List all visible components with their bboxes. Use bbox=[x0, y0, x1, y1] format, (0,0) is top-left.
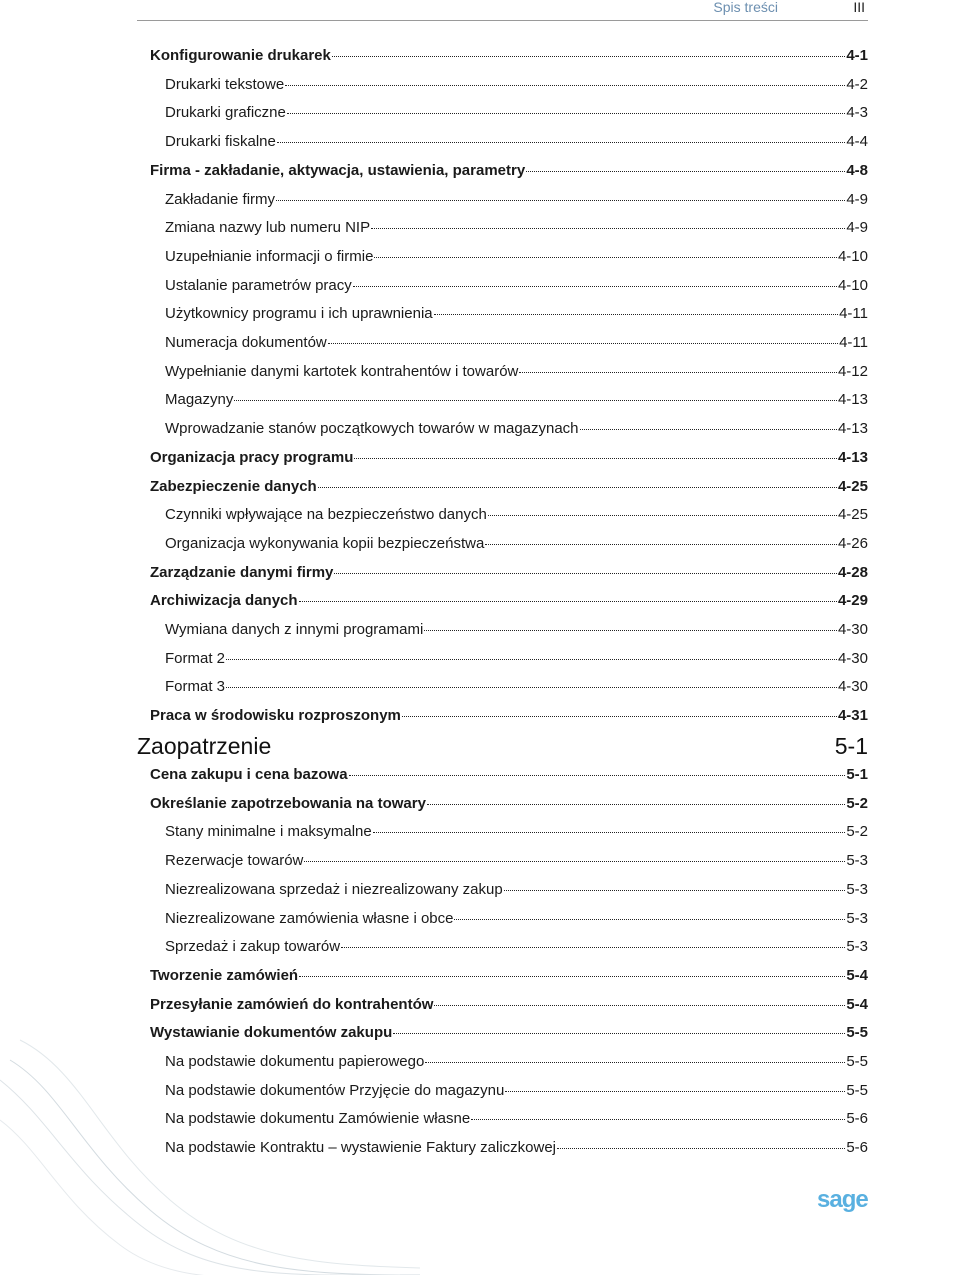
toc-dot-leader bbox=[519, 371, 837, 373]
toc-entry-page: 5-5 bbox=[846, 1081, 868, 1099]
toc-entry-label: Drukarki tekstowe bbox=[165, 75, 285, 93]
toc-dot-leader bbox=[371, 227, 845, 229]
toc-entry-page: 4-25 bbox=[837, 477, 868, 495]
chapter-title: Zaopatrzenie bbox=[137, 733, 272, 759]
toc-entry-label: Przesyłanie zamówień do kontrahentów bbox=[150, 995, 434, 1013]
toc-dot-leader bbox=[354, 457, 837, 459]
toc-entry-page: 5-3 bbox=[846, 909, 868, 927]
toc-dot-leader bbox=[580, 428, 837, 430]
toc-entry-subsection[interactable] bbox=[165, 102, 868, 124]
toc-dot-leader bbox=[285, 84, 845, 86]
toc-entry-subsection[interactable] bbox=[165, 879, 868, 901]
toc-entry-subsection[interactable] bbox=[165, 821, 868, 843]
toc-entry-section[interactable] bbox=[150, 793, 868, 815]
toc-entry-subsection[interactable] bbox=[165, 303, 868, 325]
toc-entry-subsection[interactable] bbox=[165, 533, 868, 555]
toc-dot-leader bbox=[234, 399, 837, 401]
toc-entry-page: 4-13 bbox=[837, 420, 868, 438]
toc-entry-section[interactable] bbox=[150, 45, 868, 67]
sage-logo-text: sage bbox=[817, 1186, 868, 1213]
toc-entry-page: 4-8 bbox=[846, 161, 868, 179]
toc-dot-leader bbox=[434, 1004, 845, 1006]
toc-entry-label: Zarządzanie danymi firmy bbox=[150, 563, 334, 581]
toc-entry-page: 4-30 bbox=[837, 621, 868, 638]
toc-dot-leader bbox=[304, 860, 845, 862]
toc-dot-leader bbox=[393, 1032, 845, 1034]
toc-dot-leader bbox=[226, 658, 837, 660]
toc-entry-page: 4-9 bbox=[846, 219, 868, 237]
toc-entry-page: 5-3 bbox=[846, 852, 868, 870]
toc-entry-label: Wprowadzanie stanów początkowych towarów w magazynach bbox=[165, 420, 579, 438]
toc-entry-page: 4-30 bbox=[837, 649, 868, 667]
toc-entry-label: Organizacja pracy programu bbox=[150, 448, 354, 466]
toc-entry-section[interactable] bbox=[150, 764, 868, 786]
chapter-page: 5-1 bbox=[834, 733, 868, 759]
toc-entry-subsection[interactable] bbox=[165, 275, 868, 297]
toc-dot-leader bbox=[353, 285, 837, 287]
toc-entry-subsection[interactable] bbox=[165, 361, 868, 383]
decorative-curves-graphic bbox=[0, 1000, 420, 1275]
toc-entry-subsection[interactable] bbox=[165, 619, 868, 641]
toc-entry-section[interactable] bbox=[150, 562, 868, 584]
toc-entry-page: 4-28 bbox=[837, 563, 868, 581]
toc-entry-label: Format 3 bbox=[165, 678, 226, 696]
toc-entry-subsection[interactable] bbox=[165, 648, 868, 670]
toc-entry-subsection[interactable] bbox=[165, 936, 868, 958]
toc-entry-page: 4-3 bbox=[846, 104, 868, 122]
toc-entry-page: 4-12 bbox=[837, 362, 868, 380]
toc-entry-page: 4-30 bbox=[837, 678, 868, 696]
toc-entry-label: Tworzenie zamówień bbox=[150, 966, 299, 984]
toc-entry-page: 4-10 bbox=[837, 276, 868, 294]
toc-entry-page: 5-4 bbox=[846, 966, 868, 984]
toc-entry-label: Wystawianie dokumentów zakupu bbox=[150, 1024, 393, 1042]
toc-entry-page: 4-1 bbox=[846, 47, 868, 64]
toc-entry-label: Numeracja dokumentów bbox=[165, 334, 327, 351]
toc-entry-page: 5-1 bbox=[846, 766, 868, 783]
toc-entry-label: Niezrealizowane zamówienia własne i obce bbox=[165, 909, 454, 927]
toc-entry-label: Archiwizacja danych bbox=[150, 592, 298, 610]
toc-entry-label: Drukarki fiskalne bbox=[165, 133, 276, 151]
toc-dot-leader bbox=[373, 831, 846, 833]
toc-entry-page: 4-31 bbox=[837, 707, 868, 725]
toc-entry-label: Wymiana danych z innymi programami bbox=[165, 621, 424, 638]
toc-entry-page: 4-13 bbox=[837, 391, 868, 409]
toc-dot-leader bbox=[328, 342, 838, 344]
toc-dot-leader bbox=[277, 141, 845, 143]
toc-entry-subsection[interactable] bbox=[165, 504, 868, 526]
toc-entry-label: Zmiana nazwy lub numeru NIP bbox=[165, 219, 371, 237]
toc-entry-subsection[interactable] bbox=[165, 131, 868, 153]
toc-entry-section[interactable] bbox=[150, 447, 868, 469]
toc-entry-subsection[interactable] bbox=[165, 332, 868, 354]
toc-entry-label: Zabezpieczenie danych bbox=[150, 477, 317, 495]
toc-entry-label: Określanie zapotrzebowania na towary bbox=[150, 794, 426, 812]
toc-entry-label: Drukarki graficzne bbox=[165, 104, 286, 122]
toc-dot-leader bbox=[374, 256, 837, 258]
toc-dot-leader bbox=[287, 112, 845, 114]
toc-dot-leader bbox=[425, 1061, 845, 1063]
toc-entry-page: 4-29 bbox=[837, 592, 868, 610]
toc-entry-label: Format 2 bbox=[165, 649, 226, 667]
toc-entry-label: Na podstawie Kontraktu – wystawienie Faktury zaliczkowej bbox=[165, 1139, 557, 1157]
toc-entry-label: Na podstawie dokumentu papierowego bbox=[165, 1053, 425, 1070]
toc-dot-leader bbox=[341, 946, 845, 948]
toc-dot-leader bbox=[557, 1147, 845, 1149]
toc-dot-leader bbox=[402, 715, 837, 717]
toc-entry-section[interactable] bbox=[150, 476, 868, 498]
toc-dot-leader bbox=[299, 975, 845, 977]
toc-dot-leader bbox=[334, 572, 837, 574]
toc-entry-label: Uzupełnianie informacji o firmie bbox=[165, 247, 374, 265]
header-section-title: Spis treści bbox=[713, 0, 778, 15]
toc-entry-label: Organizacja wykonywania kopii bezpieczeństwa bbox=[165, 534, 485, 552]
toc-entry-page: 4-11 bbox=[839, 334, 868, 351]
toc-entry-page: 5-5 bbox=[846, 1053, 868, 1070]
toc-entry-page: 5-2 bbox=[846, 823, 868, 841]
toc-entry-label: Czynniki wpływające na bezpieczeństwo danych bbox=[165, 506, 487, 524]
toc-dot-leader bbox=[454, 918, 845, 920]
toc-entry-subsection[interactable] bbox=[165, 908, 868, 930]
toc-entry-label: Rezerwacje towarów bbox=[165, 852, 304, 870]
toc-entry-page: 5-3 bbox=[846, 938, 868, 956]
toc-entry-subsection[interactable] bbox=[165, 189, 868, 211]
toc-entry-subsection[interactable] bbox=[165, 74, 868, 96]
toc-dot-leader bbox=[471, 1118, 845, 1120]
toc-entry-page: 4-11 bbox=[839, 305, 868, 323]
toc-dot-leader bbox=[332, 55, 845, 57]
toc-entry-page: 4-2 bbox=[846, 75, 868, 93]
toc-entry-subsection[interactable] bbox=[165, 850, 868, 872]
toc-entry-label: Magazyny bbox=[165, 391, 234, 409]
toc-entry-label: Praca w środowisku rozproszonym bbox=[150, 707, 401, 725]
toc-entry-label: Niezrealizowana sprzedaż i niezrealizowany zakup bbox=[165, 880, 503, 898]
toc-dot-leader bbox=[299, 600, 837, 602]
toc-entry-page: 5-4 bbox=[846, 995, 868, 1013]
toc-dot-leader bbox=[526, 170, 845, 172]
toc-entry-page: 5-3 bbox=[846, 880, 868, 898]
toc-dot-leader bbox=[226, 686, 837, 688]
header-page-number: III bbox=[853, 0, 865, 15]
toc-entry-page: 4-13 bbox=[837, 448, 868, 466]
toc-entry-page: 5-5 bbox=[846, 1024, 868, 1042]
sage-logo bbox=[815, 1185, 871, 1219]
toc-dot-leader bbox=[505, 1090, 845, 1092]
toc-entry-label: Na podstawie dokumentów Przyjęcie do magazynu bbox=[165, 1081, 505, 1099]
toc-entry-page: 4-26 bbox=[837, 534, 868, 552]
toc-dot-leader bbox=[276, 199, 845, 201]
toc-entry-label: Na podstawie dokumentu Zamówienie własne bbox=[165, 1110, 471, 1128]
toc-entry-subsection[interactable] bbox=[165, 246, 868, 268]
toc-entry-page: 5-6 bbox=[846, 1139, 868, 1157]
toc-dot-leader bbox=[318, 486, 837, 488]
toc-entry-page: 4-9 bbox=[846, 190, 868, 208]
page-header bbox=[137, 0, 868, 21]
toc-entry-subsection[interactable] bbox=[165, 676, 868, 698]
toc-entry-label: Ustalanie parametrów pracy bbox=[165, 276, 352, 294]
toc-entry-label: Użytkownicy programu i ich uprawnienia bbox=[165, 305, 433, 323]
toc-dot-leader bbox=[434, 313, 838, 315]
toc-entry-label: Wypełnianie danymi kartotek kontrahentów i towarów bbox=[165, 362, 519, 380]
toc-entry-subsection[interactable] bbox=[165, 418, 868, 440]
toc-entry-label: Firma - zakładanie, aktywacja, ustawienia, parametry bbox=[150, 161, 526, 179]
toc-dot-leader bbox=[504, 889, 846, 891]
toc-entry-page: 4-25 bbox=[837, 506, 868, 524]
toc-entry-page: 5-6 bbox=[846, 1110, 868, 1128]
toc-entry-label: Konfigurowanie drukarek bbox=[150, 47, 331, 64]
toc-entry-section[interactable] bbox=[150, 160, 868, 182]
toc-entry-label: Zakładanie firmy bbox=[165, 190, 276, 208]
toc-entry-section[interactable] bbox=[150, 590, 868, 612]
toc-entry-section[interactable] bbox=[150, 705, 868, 727]
toc-entry-page: 5-2 bbox=[846, 794, 868, 812]
toc-dot-leader bbox=[488, 514, 837, 516]
toc-entry-subsection[interactable] bbox=[165, 389, 868, 411]
toc-dot-leader bbox=[349, 774, 846, 776]
toc-entry-page: 4-4 bbox=[846, 133, 868, 151]
toc-dot-leader bbox=[424, 629, 837, 631]
toc-entry-label: Stany minimalne i maksymalne bbox=[165, 823, 372, 841]
toc-entry-page: 4-10 bbox=[837, 247, 868, 265]
toc-dot-leader bbox=[485, 543, 837, 545]
toc-dot-leader bbox=[427, 803, 845, 805]
toc-entry-label: Cena zakupu i cena bazowa bbox=[150, 766, 348, 783]
toc-entry-section[interactable] bbox=[150, 965, 868, 987]
toc-entry-subsection[interactable] bbox=[165, 217, 868, 239]
chapter-heading[interactable] bbox=[137, 731, 868, 761]
toc-entry-label: Sprzedaż i zakup towarów bbox=[165, 938, 341, 956]
